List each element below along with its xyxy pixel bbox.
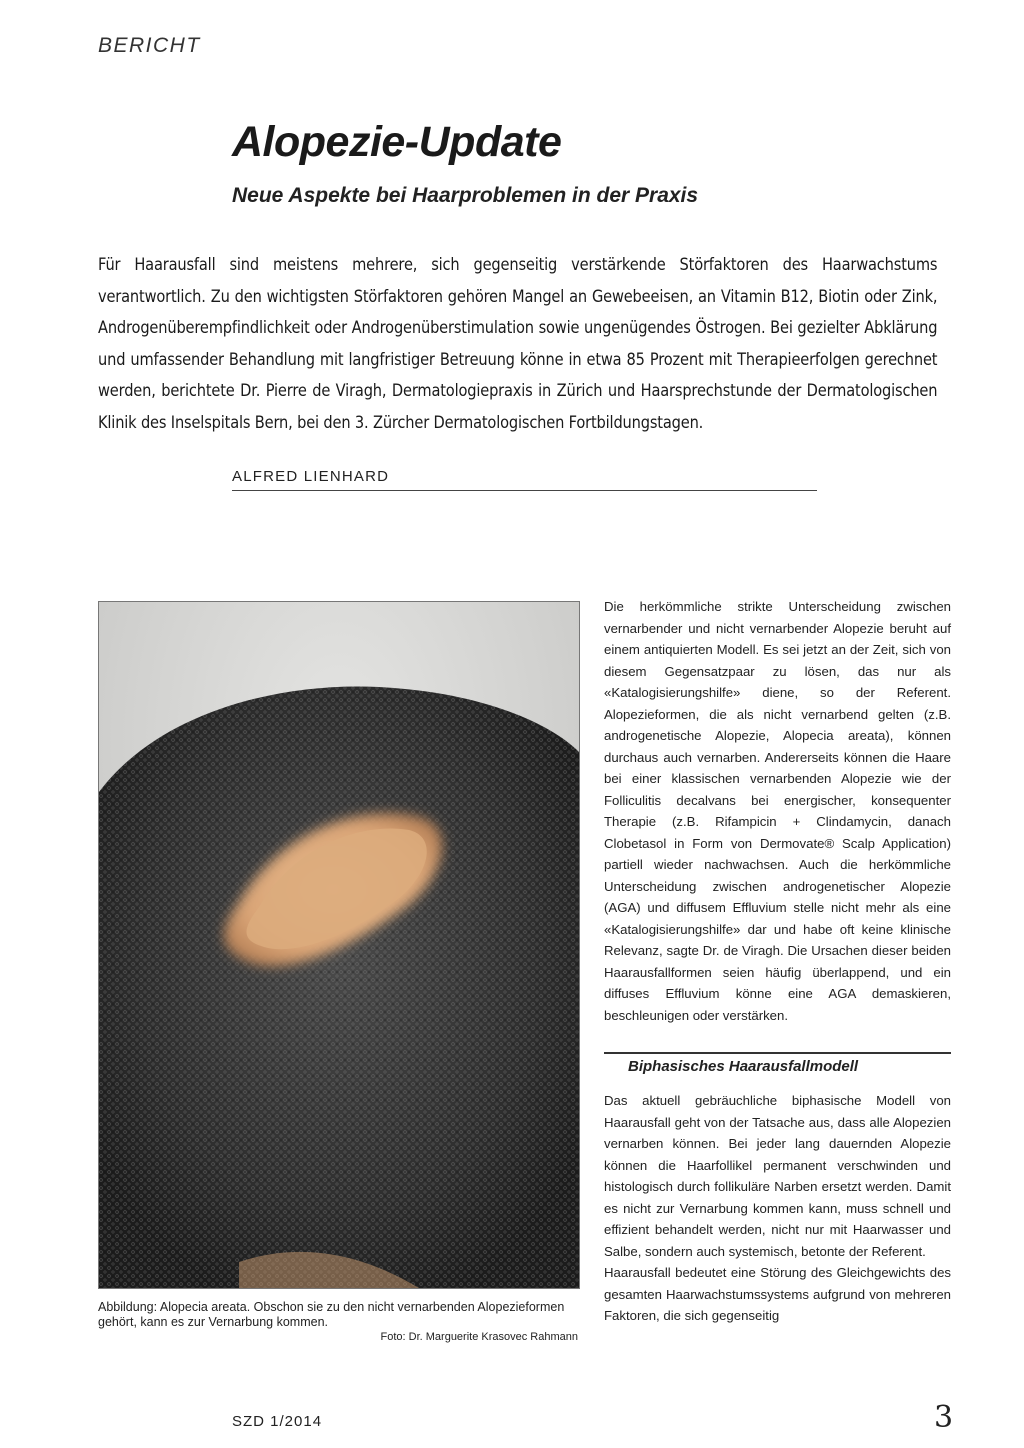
photo-credit: Foto: Dr. Marguerite Krasovec Rahmann [380, 1331, 578, 1343]
page-number: 3 [934, 1400, 954, 1435]
article-subtitle: Neue Aspekte bei Haarproblemen in der Praxis [232, 184, 699, 207]
body-paragraph-1: Die herkömmliche strikte Unterscheidung zwischen vernarbender und nicht vernarbender Alopezie beruht auf einem antiquierten Modell. Es sei jetzt an der Zeit, sich von diesem Gegensatzpaar zu lösen, das nur als «Katalogisierungshilfe» diene, so der Referent. Alopezieformen, die als nicht vernarbend gelten (z.B. androgenetische Alopezie, Alopecia areata), können durchaus auch vernarben. Andererseits können die Haare bei einer klassischen vernarbenden Alopezie wie der Folliculitis decalvans bei energischer, konsequenter Therapie (z.B. Rifampicin + Clindamycin, danach Clobetasol in Form von Dermovate® Scalp Application) partiell wieder nachwachsen. Auch die herkömmliche Unterscheidung zwischen androgenetischer Alopezie (AGA) und diffusem Effluvium stelle nicht mehr als eine «Katalogisierungshilfe» dar und habe oft keine klinische Relevanz, sagte Dr. de Viragh. Die Ursachen dieser beiden Haarausfallformen seien häufig überlappend, und ein diffuses Effluvium könne eine AGA demaskieren, beschleunigen oder verstärken. [604, 599, 951, 1023]
author-byline: ALFRED LIENHARD [232, 468, 817, 491]
scalp-photo-illustration [99, 602, 579, 1288]
section-label: BERICHT [98, 34, 201, 57]
journal-issue: SZD 1/2014 [232, 1413, 323, 1430]
body-paragraph-3: Haarausfall bedeutet eine Störung des Gleichgewichts des gesamten Haarwachstumssystems aufgrund von mehreren Faktoren, die sich gegenseitig [604, 1265, 951, 1323]
body-paragraph-2: Das aktuell gebräuchliche biphasische Modell von Haarausfall geht von der Tatsache aus, dass alle Alopezien vernarben können. Bei jeder lang dauernden Alopezie können die Haarfollikel permanent verschwinden und histologisch durch follikuläre Narben ersetzt werden. Damit es nicht zur Vernarbung kommen kann, muss schnell und effizient behandelt werden, nicht nur mit Haarwasser und Salbe, sondern auch systemisch, betonte der Referent. [604, 1093, 951, 1259]
subheading [604, 1052, 951, 1075]
figure-caption: Abbildung: Alopecia areata. Obschon sie zu den nicht vernarbenden Alopezieformen gehört, kann es zur Vernarbung kommen. [98, 1300, 565, 1329]
figure-photo-alopecia-areata [98, 601, 580, 1289]
lead-paragraph: Für Haarausfall sind meistens mehrere, sich gegenseitig verstärkende Störfaktoren des Haarwachstums verantwortlich. Zu den wichtigsten Störfaktoren gehören Mangel an Gewebeeisen, an Vitamin B12, Biotin oder Zink, Androgenüberempfindlichkeit oder Androgenüberstimulation sowie ungenügendes Östrogen. Bei gezielter Abklärung und umfassender Behandlung mit langfristiger Betreuung könne in etwa 85 Prozent mit Therapieerfolgen gerechnet werden, berichtete Dr. Pierre de Viragh, Dermatologiepraxis in Zürich und Haarsprechstunde der Dermatologischen Klinik des Inselspitals Bern, bei den 3. Zürcher Dermatologischen Fortbildungstagen. [98, 255, 938, 433]
article-title: Alopezie-Update [232, 118, 562, 166]
subheading-text: Biphasisches Haarausfallmodell [628, 1058, 859, 1075]
body-column-2 [604, 1090, 951, 1327]
